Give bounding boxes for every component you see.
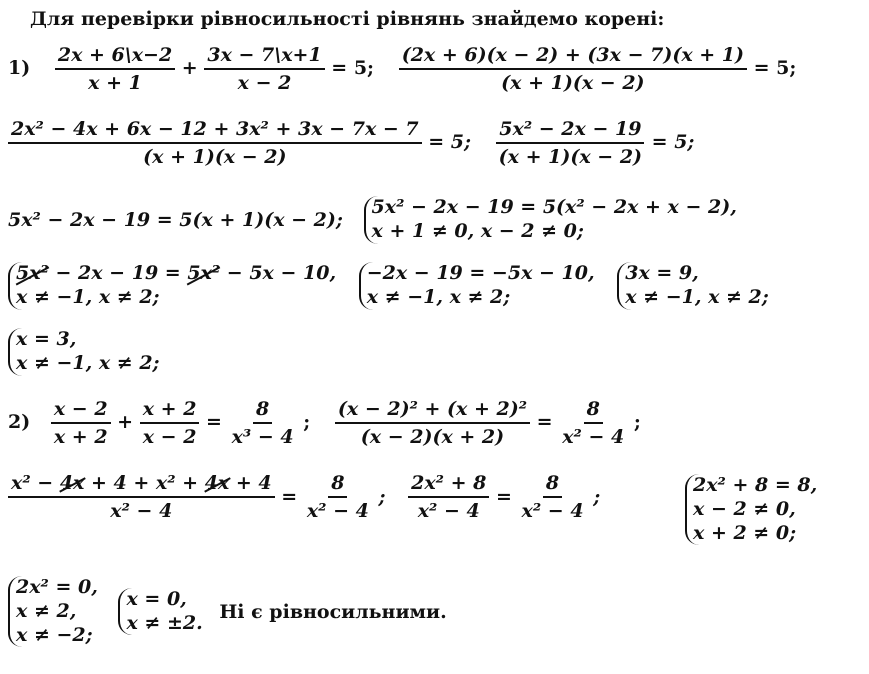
- system-line: x ≠ −2;: [16, 623, 93, 646]
- p1-line-2: [8, 118, 694, 168]
- denominator: x + 1: [88, 72, 142, 94]
- numerator: 8: [328, 472, 347, 498]
- semicolon: ;: [593, 486, 601, 508]
- equals: = 5;: [753, 57, 797, 79]
- system: [685, 474, 817, 545]
- denominator: x² − 4: [110, 500, 173, 522]
- fraction: [229, 398, 297, 448]
- denominator: x² − 4: [562, 426, 625, 448]
- fraction: [8, 472, 275, 522]
- term: − 5x − 10,: [220, 262, 337, 284]
- equals: = 5;: [428, 131, 472, 153]
- system-line: x = 3,: [16, 328, 77, 350]
- system-line: x ≠ −1, x ≠ 2;: [16, 351, 160, 374]
- fraction: [304, 472, 372, 522]
- p1-line-5: [8, 328, 160, 376]
- p1-line-4: [8, 262, 769, 310]
- semicolon: ;: [303, 411, 311, 433]
- equals: =: [495, 486, 512, 508]
- denominator: x² − 4: [417, 500, 480, 522]
- numerator: 5x² − 2x − 19: [496, 118, 644, 144]
- numerator: (2x + 6)(x − 2) + (3x − 7)(x + 1): [399, 44, 747, 70]
- fraction: [55, 44, 175, 94]
- p2-number: 2): [8, 411, 31, 433]
- conclusion-text: Ні є рівносильними.: [219, 600, 447, 623]
- p1-number: 1): [8, 57, 31, 79]
- system: [8, 262, 336, 310]
- numerator: 2x² + 8: [408, 472, 489, 498]
- numerator: 2x + 6\x−2: [55, 44, 175, 70]
- p1-line-1: [8, 44, 796, 94]
- plus-sign: +: [181, 57, 198, 79]
- fraction: [399, 44, 747, 94]
- system-line: −2x − 19 = −5x − 10,: [366, 262, 595, 284]
- denominator: x² − 4: [521, 500, 584, 522]
- system-line: x ≠ ±2.: [126, 611, 203, 634]
- fraction: [204, 44, 324, 94]
- p1-line-3: [8, 196, 737, 244]
- equals: = 5;: [331, 57, 375, 79]
- numerator: [8, 472, 275, 498]
- system-line: x + 1 ≠ 0, x − 2 ≠ 0;: [371, 219, 584, 242]
- fraction: [140, 398, 200, 448]
- numerator: x − 2: [51, 398, 111, 424]
- p2-line-2: [8, 472, 600, 522]
- denominator: (x + 1)(x − 2): [143, 146, 287, 168]
- numerator: 8: [584, 398, 603, 424]
- term: + 4 + x² +: [84, 472, 205, 494]
- system-line: x ≠ −1, x ≠ 2;: [366, 285, 511, 308]
- fraction: [335, 398, 530, 448]
- system-line: x = 0,: [126, 587, 187, 610]
- term: + 4: [229, 472, 272, 494]
- equals: =: [281, 486, 298, 508]
- page-title: Для перевірки рівносильності рівнянь знайдемо корені:: [30, 8, 665, 30]
- term: − 2x − 19 =: [48, 262, 188, 284]
- system-line: 5x² − 2x − 19 = 5(x² − 2x + x − 2),: [371, 196, 737, 218]
- denominator: (x + 1)(x − 2): [498, 146, 643, 168]
- denominator: x³ − 4: [231, 426, 294, 448]
- system-line: [16, 262, 336, 284]
- system-line: x + 2 ≠ 0;: [693, 521, 797, 544]
- numerator: 8: [253, 398, 272, 424]
- denominator: (x − 2)(x + 2): [360, 426, 505, 448]
- fraction: [408, 472, 489, 522]
- struck-term: 4x: [204, 472, 230, 494]
- system-line: x ≠ −1, x ≠ 2;: [16, 285, 160, 308]
- denominator: x − 2: [142, 426, 197, 448]
- equals: = 5;: [651, 131, 695, 153]
- equals: =: [206, 411, 222, 433]
- system-line: x ≠ −1, x ≠ 2;: [625, 285, 769, 308]
- denominator: (x + 1)(x − 2): [501, 72, 645, 94]
- struck-term: 5x²: [16, 262, 49, 284]
- numerator: (x − 2)² + (x + 2)²: [335, 398, 530, 424]
- p2-line-1: [8, 398, 641, 448]
- denominator: x + 2: [53, 426, 108, 448]
- semicolon: ;: [633, 411, 641, 433]
- system: [8, 576, 98, 647]
- system-line: 2x² + 8 = 8,: [693, 474, 818, 496]
- struck-term: 4x: [59, 472, 85, 494]
- fraction: [51, 398, 111, 448]
- term: x² −: [11, 472, 60, 494]
- system: [359, 262, 595, 310]
- system: [364, 196, 737, 244]
- fraction: [519, 472, 587, 522]
- system-line: 3x = 9,: [625, 262, 699, 284]
- numerator: 8: [543, 472, 562, 498]
- denominator: x − 2: [237, 72, 292, 94]
- struck-term: 5x²: [187, 262, 221, 284]
- numerator: 2x² − 4x + 6x − 12 + 3x² + 3x − 7x − 7: [8, 118, 422, 144]
- system-line: x ≠ 2,: [16, 599, 77, 622]
- equals: =: [536, 411, 553, 433]
- denominator: x² − 4: [306, 500, 369, 522]
- numerator: 3x − 7\x+1: [204, 44, 324, 70]
- p2-line-3: [8, 576, 447, 647]
- system: [118, 588, 202, 636]
- system: [617, 262, 769, 310]
- plus-sign: +: [117, 411, 134, 433]
- fraction: [559, 398, 627, 448]
- system-line: x − 2 ≠ 0,: [693, 497, 796, 520]
- equation: 5x² − 2x − 19 = 5(x + 1)(x − 2);: [8, 208, 343, 231]
- semicolon: ;: [378, 486, 386, 508]
- fraction: [496, 118, 645, 168]
- system-line: 2x² = 0,: [16, 576, 98, 598]
- system: [8, 328, 160, 376]
- numerator: x + 2: [140, 398, 200, 424]
- fraction: [8, 118, 422, 168]
